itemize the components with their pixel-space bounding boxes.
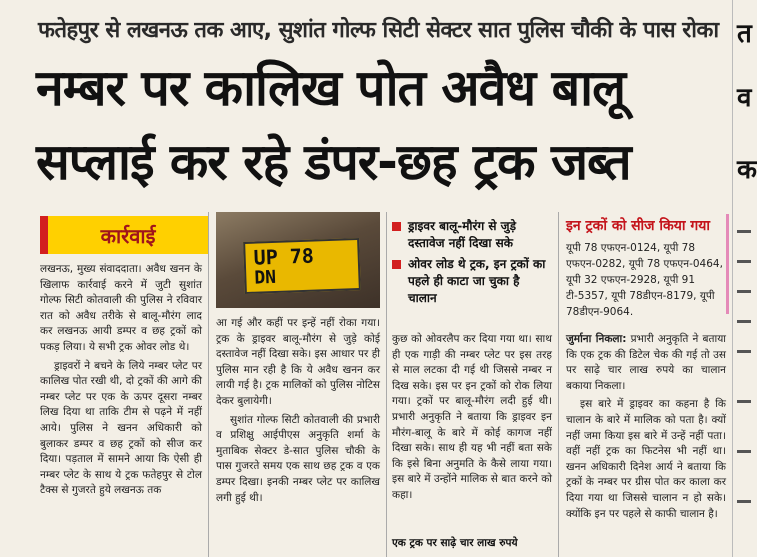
section-badge: कार्रवाई	[40, 216, 208, 254]
accent-bar	[726, 214, 729, 314]
adjacent-article-strip	[732, 0, 757, 557]
seized-trucks-list: यूपी 78 एफएन-0124, यूपी 78 एफएन-0282, यूपी 78 एफएन-0464, यूपी 32 एफएन-2928, यूपी 91 टी-5357, यूपी 78डीएन-8179, यूपी 78डीएन-9064.	[566, 242, 723, 318]
adjacent-text-line	[737, 260, 751, 263]
kicker-headline: फतेहपुर से लखनऊ तक आए, सुशांत गोल्फ सिटी सेक्टर सात पुलिस चौकी के पास रोका	[38, 18, 719, 43]
number-plate: UP 78 DN	[243, 238, 361, 294]
paragraph: आ गई और कहीं पर इन्हें नहीं रोका गया। ट्रक के ड्राइवर बालू-मौरंग से जुड़े कोई दस्तावेज नहीं दिखा सके। इस आधार पर ही पुलिस मान रही है कि ये अवैध खनन कर लायी गई है। ट्रक मालिकों को पुलिस नोटिस देकर बुलायेगी।	[216, 317, 380, 407]
column-divider	[558, 212, 559, 557]
adjacent-text-line	[737, 400, 751, 403]
adjacent-text-line	[737, 350, 751, 353]
column-divider	[386, 212, 387, 557]
highlight-bullets	[392, 218, 552, 311]
bullet-item: ड्राइवर बालू-मौरंग से जुड़े दस्तावेज नहीं दिखा सके	[392, 218, 552, 252]
adjacent-text-line	[737, 290, 751, 293]
truck-number-plate-photo	[216, 212, 380, 308]
adjacent-text-line	[737, 320, 751, 323]
seized-trucks-title: इन ट्रकों को सीज किया गया	[566, 218, 711, 234]
paragraph: लखनऊ, मुख्य संवाददाता। अवैध खनन के खिलाफ कार्रवाई करने में जुटी सुशांत गोल्फ सिटी कोतवाली की पुलिस ने रविवार रात को अवैध तरीके से बालू-मौरंग लाद कर लखनऊ आयी डम्पर व छह ट्रकों को पकड़ लिया। ये सभी ट्रक ओवर लोड थे।	[40, 263, 202, 353]
article-column-2	[216, 316, 380, 554]
article-column-1	[40, 262, 202, 554]
adjacent-text-line	[737, 230, 751, 233]
headline-line-2: सप्लाई कर रहे डंपर-छह ट्रक जब्त	[36, 133, 631, 191]
column-subhead: एक ट्रक पर साढ़े चार लाख रुपये	[392, 537, 518, 549]
adjacent-glyph: व	[737, 83, 752, 113]
paragraph: सुशांत गोल्फ सिटी कोतवाली की प्रभारी व प्रशिक्षु आईपीएस अनुकृति शर्मा के मुताबिक सेक्टर डे-सात पुलिस चौकी के पास गुजरते समय एक साथ छह ट्रक व एक डम्पर दिखा। इनकी नम्बर प्लेट पर कालिख लगी हुई थी।	[216, 413, 380, 504]
article-column-3	[392, 332, 552, 532]
paragraph: प्रभारी अनुकृति ने बताया कि एक ट्रक की डिटेल चेक की गई तो उस पर साढ़े चार लाख रुपये का चालान बकाया निकला।	[566, 333, 727, 392]
adjacent-text-line	[737, 500, 751, 503]
column-subhead: जुर्माना निकला:	[566, 333, 627, 345]
paragraph: इस बारे में ड्राइवर का कहना है कि चालान के बारे में मालिक को पता है। क्यों नहीं जमा किया इस बारे में उन्हें नहीं पता। वहीं नहीं ट्रक का फिटनेस भी नहीं था। खनन अधिकारी दिनेश आर्य ने बताया कि ट्रकों के नम्बर पर ग्रीस पोत कर काला कर दिया गया था जिससे चालान न हो सके। क्योंकि इन पर पहले से काफी चालान है।	[566, 398, 726, 520]
bullet-square-icon	[392, 260, 401, 269]
paragraph: कुछ को ओवरलैप कर दिया गया था। साथ ही एक गाड़ी की नम्बर प्लेट पर इस तरह से माल लटका दी गई थी जिससे नम्बर न दिख सके। इस पर इन ट्रकों को रोक लिया गया। ट्रकों पर बालू-मौरंग लदी हुई थी। प्रभारी अनुकृति ने बताया कि ड्राइवर इन मौरंग-बालू के बारे में कोई कागज नहीं दिखा सके। साथ ही यह भी नहीं बता सके कि इसे बिना अनुमति के कैसे लाया गया। इस बारे में उन्होंने मालिक से बात करने को कहा।	[392, 333, 552, 501]
paragraph: ड्राइवरों ने बचने के लिये नम्बर प्लेट पर कालिख पोत रखी थी, दो ट्रकों की आगे की नम्बर प्लेट पर एक के ऊपर दूसरा नम्बर लिख दिया था ताकि टीम से पढ़ने में नहीं आये। पुलिस ने खनन अधिकारी को बुलाकर डम्पर व छह ट्रकों को सीज कर दिया। पड़ताल में सामने आया कि ऐसी ही नम्बर प्लेट के साथ ये ट्रक फतेहपुर से टोल टैक्स से गुजरते हुये लखनऊ तक	[40, 359, 202, 497]
adjacent-text-line	[737, 450, 751, 453]
article-column-4	[566, 332, 726, 554]
headline-line-1: नम्बर पर कालिख पोत अवैध बालू	[36, 59, 625, 117]
column-divider	[208, 212, 209, 557]
bullet-item: ओवर लोड थे ट्रक, इन ट्रकों का पहले ही काटा जा चुका है चालान	[392, 256, 552, 307]
adjacent-glyph: क	[737, 155, 757, 185]
bullet-square-icon	[392, 222, 401, 231]
adjacent-glyph: त	[737, 19, 752, 49]
